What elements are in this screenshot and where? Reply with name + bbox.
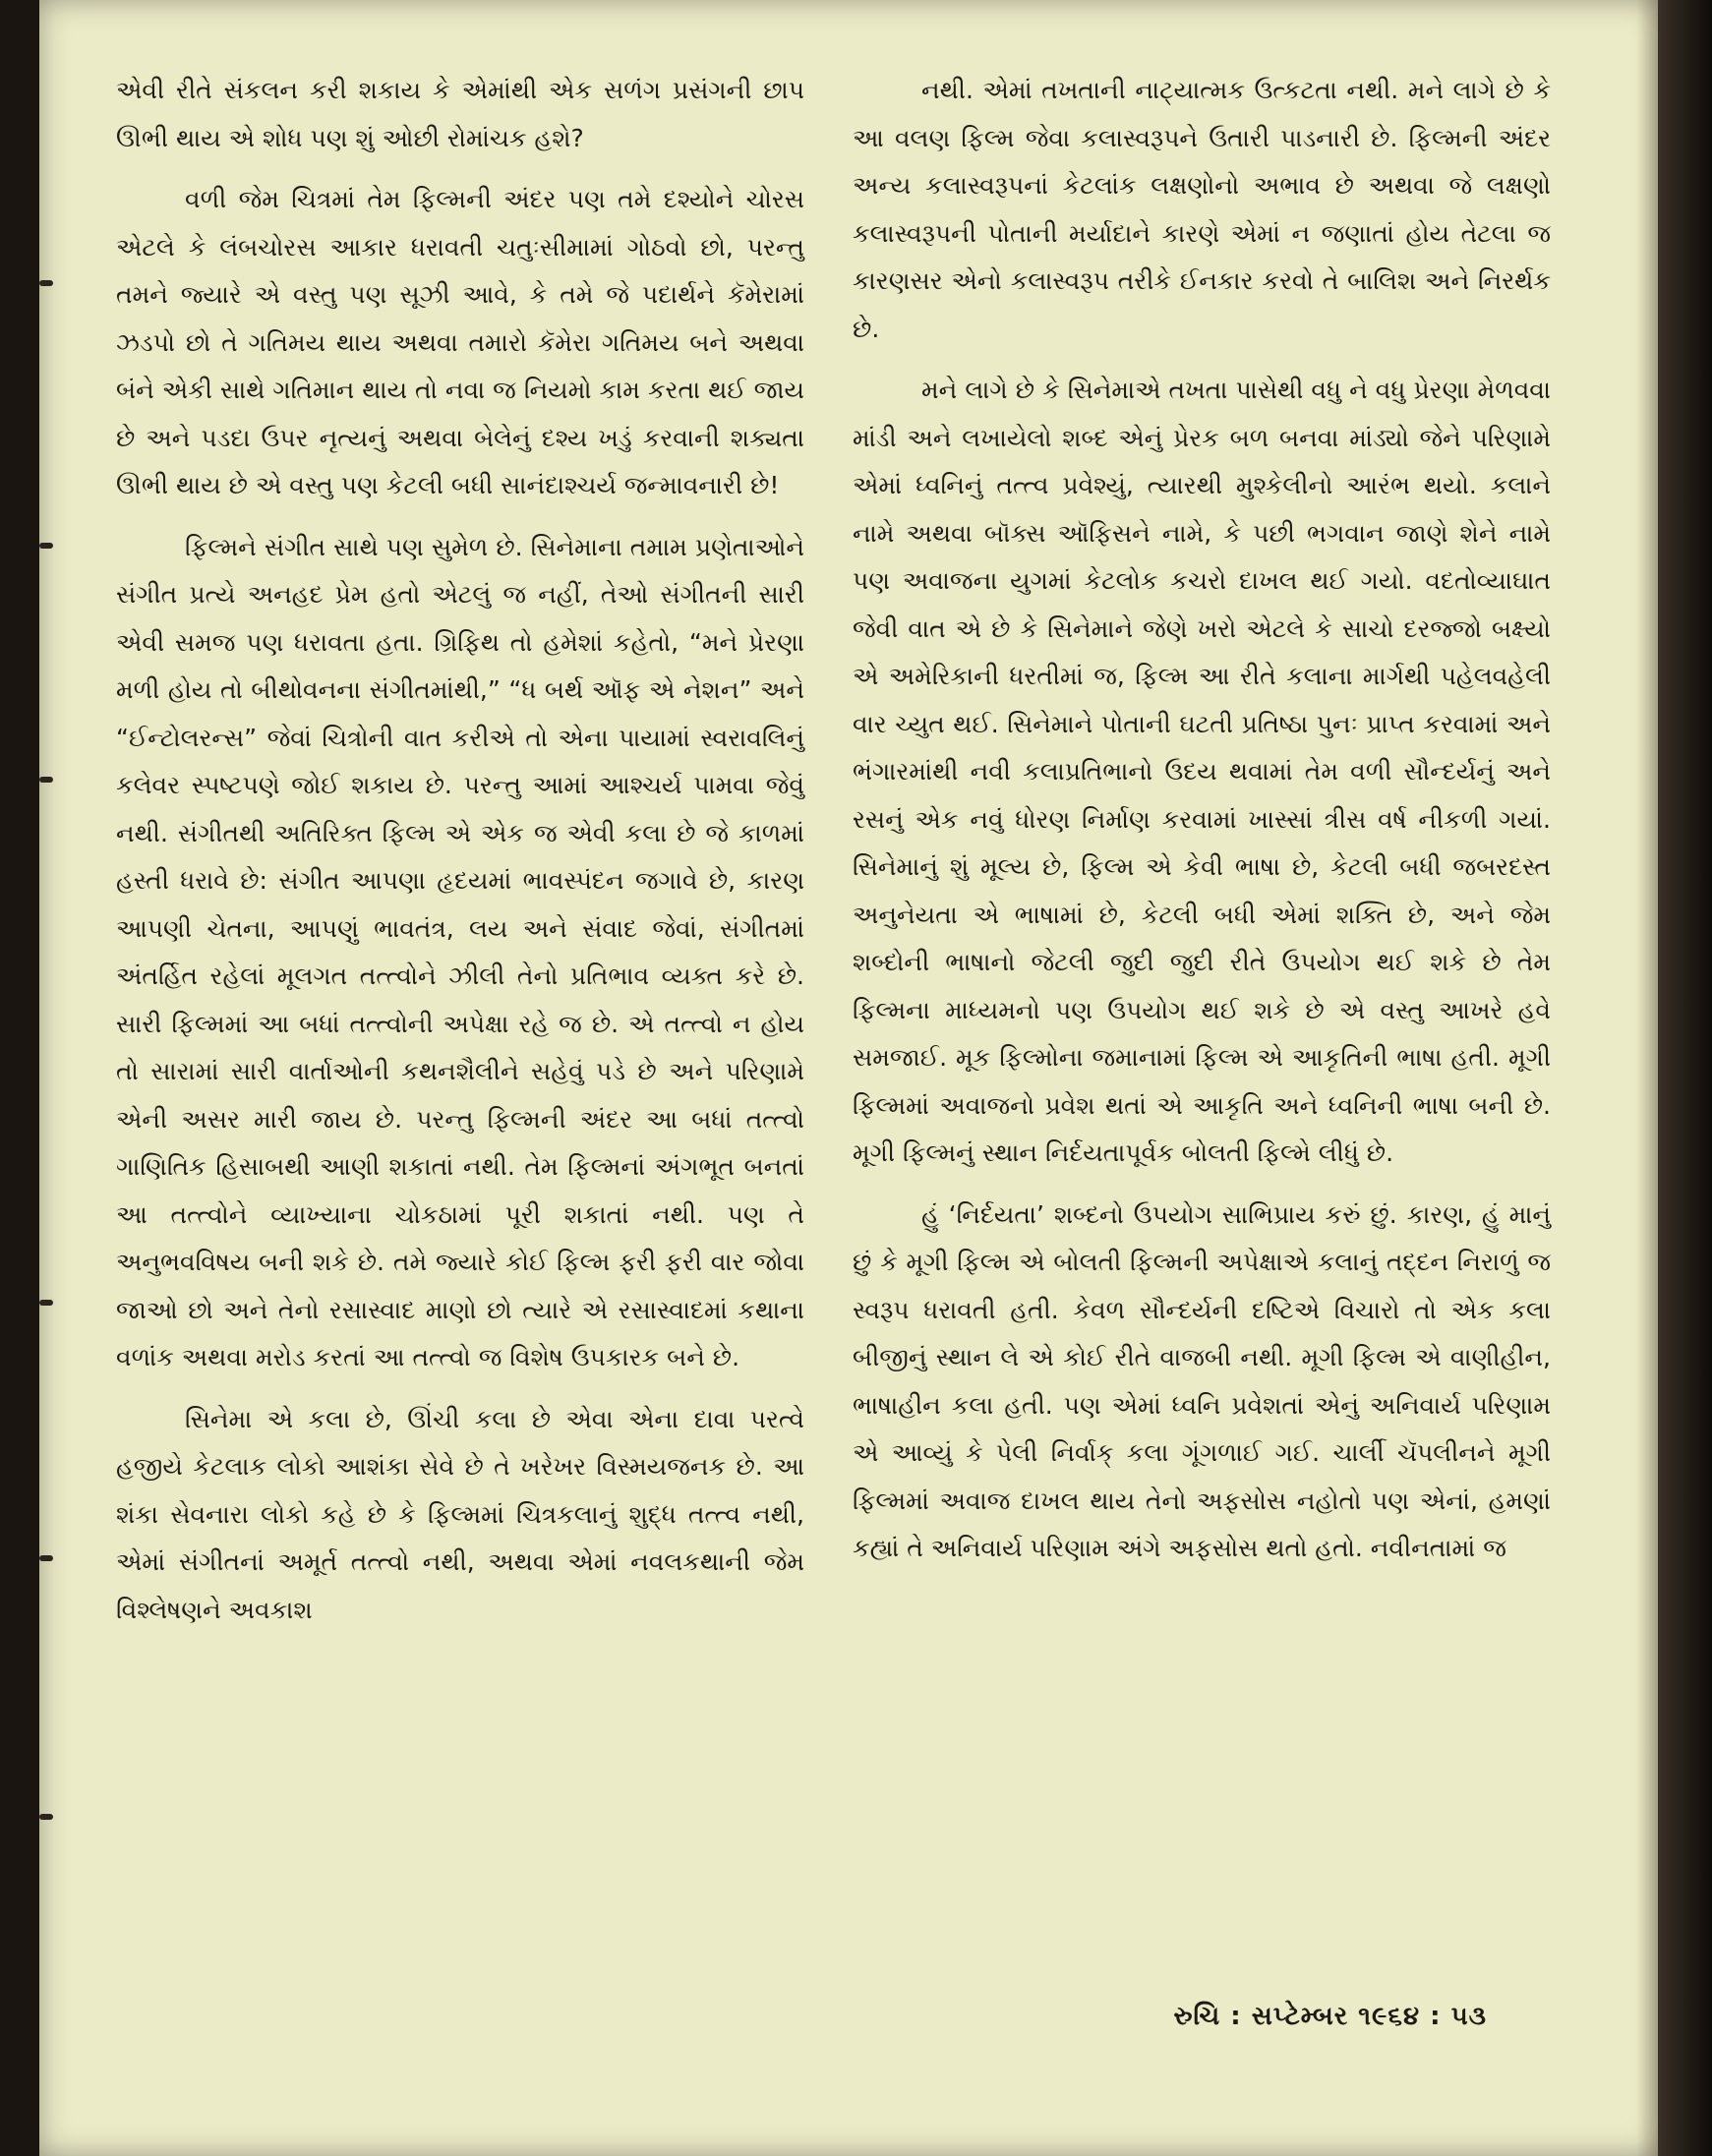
magazine-page bbox=[39, 0, 1662, 2156]
margin-mark bbox=[39, 1555, 53, 1561]
margin-mark bbox=[39, 543, 53, 549]
paragraph: મને લાગે છે કે સિનેમાએ તખતા પાસેથી વધુ ને વધુ પ્રેરણા મેળવવા માંડી અને લખાયેલો શબ્દ એનું પ્રેરક બળ બનવા માંડ્યો જેને પરિણામે એમાં ધ્વનિનું તત્ત્વ પ્રવેશ્યું, ત્યારથી મુશ્કેલીનો આરંભ થયો. કલાને નામે અથવા બૉક્સ ઑફિસને નામે, કે પછી ભગવાન જાણે શેને નામે પણ અવાજના યુગમાં કેટલોક કચરો દાખલ થઈ ગયો. વદતોવ્યાઘાત જેવી વાત એ છે કે સિનેમાને જેણે ખરો એટલે કે સાચો દરજ્જો બક્ષ્યો એ અમેરિકાની ધરતીમાં જ, ફિલ્મ આ રીતે કલાના માર્ગથી પહેલવહેલી વાર ચ્યુત થઈ. સિનેમાને પોતાની ઘટતી પ્રતિષ્ઠા પુનઃ પ્રાપ્ત કરવામાં અને ભંગારમાંથી નવી કલાપ્રતિભાનો ઉદય થવામાં તેમ વળી સૌન્દર્યનું અને રસનું એક નવું ધોરણ નિર્માણ કરવામાં ખાસ્સાં ત્રીસ વર્ષ નીકળી ગયાં. સિનેમાનું શું મૂલ્ય છે, ફિલ્મ એ કેવી ભાષા છે, કેટલી બધી જબરદસ્ત અનુનેયતા એ ભાષામાં છે, કેટલી બધી એમાં શક્તિ છે, અને જેમ શબ્દોની ભાષાનો જેટલી જુદી જુદી રીતે ઉપયોગ થઈ શકે છે તેમ ફિલ્મના માધ્યમનો પણ ઉપયોગ થઈ શકે છે એ વસ્તુ આખરે હવે સમજાઈ. મૂક ફિલ્મોના જમાનામાં ફિલ્મ એ આકૃતિની ભાષા હતી. મૂગી ફિલ્મમાં અવાજનો પ્રવેશ થતાં એ આકૃતિ અને ધ્વનિની ભાષા બની છે. મૂગી ફિલ્મનું સ્થાન નિર્દયતાપૂર્વક બોલતી ફિલ્મે લીધું છે. bbox=[853, 376, 1551, 1167]
paragraph: એવી રીતે સંકલન કરી શકાય કે એમાંથી એક સળંગ પ્રસંગની છાપ ઊભી થાય એ શોધ પણ શું ઓછી રોમાંચક હશે? bbox=[116, 76, 804, 152]
paragraph: વળી જેમ ચિત્રમાં તેમ ફિલ્મની અંદર પણ તમે દશ્યોને ચોરસ એટલે કે લંબચોરસ આકાર ધરાવતી ચતુઃસીમામાં ગોઠવો છો, પરન્તુ તમને જ્યારે એ વસ્તુ પણ સૂઝી આવે, કે તમે જે પદાર્થને કૅમેરામાં ઝડપો છો તે ગતિમય થાય અથવા તમારો કૅમેરા ગતિમય બને અથવા બંને એકી સાથે ગતિમાન થાય તો નવા જ નિયમો કામ કરતા થઈ જાય છે અને પડદા ઉપર નૃત્યનું અથવા બેલેનું દશ્ય ખડું કરવાની શક્યતા ઊભી થાય છે એ વસ્તુ પણ કેટલી બધી સાનંદાશ્ચર્ય જન્માવનારી છે! bbox=[116, 185, 804, 499]
paragraph: નથી. એમાં તખતાની નાટ્યાત્મક ઉત્કટતા નથી. મને લાગે છે કે આ વલણ ફિલ્મ જેવા કલાસ્વરૂપને ઉતારી પાડનારી છે. ફિલ્મની અંદર અન્ય કલાસ્વરૂપનાં કેટલાંક લક્ષણોનો અભાવ છે અથવા જે લક્ષણો કલાસ્વરૂપની પોતાની મર્યાદાને કારણે એમાં ન જણાતાં હોય તેટલા જ કારણસર એનો કલાસ્વરૂપ તરીકે ઈનકાર કરવો તે બાલિશ અને નિરર્થક છે. bbox=[853, 76, 1551, 343]
paragraph: ફિલ્મને સંગીત સાથે પણ સુમેળ છે. સિનેમાના તમામ પ્રણેતાઓને સંગીત પ્રત્યે અનહદ પ્રેમ હતો એટલું જ નહીં, તેઓ સંગીતની સારી એવી સમજ પણ ધરાવતા હતા. ગ્રિફિથ તો હમેશાં કહેતો, “મને પ્રેરણા મળી હોય તો બીથોવનના સંગીતમાંથી,” “ધ બર્થ ઑફ એ નેશન” અને “ઈન્ટોલરન્સ” જેવાં ચિત્રોની વાત કરીએ તો એના પાયામાં સ્વરાવલિનું કલેવર સ્પષ્ટપણે જોઈ શકાય છે. પરન્તુ આમાં આશ્ચર્ય પામવા જેવું નથી. સંગીતથી અતિરિક્ત ફિલ્મ એ એક જ એવી કલા છે જે કાળમાં હસ્તી ધરાવે છે: સંગીત આપણા હૃદયમાં ભાવસ્પંદન જગાવે છે, કારણ આપણી ચેતના, આપણું ભાવતંત્ર, લય અને સંવાદ જેવાં, સંગીતમાં અંતર્હિત રહેલાં મૂલગત તત્ત્વોને ઝીલી તેનો પ્રતિભાવ વ્યક્ત કરે છે. સારી ફિલ્મમાં આ બધાં તત્ત્વોની અપેક્ષા રહે જ છે. એ તત્ત્વો ન હોય તો સારામાં સારી વાર્તાઓની કથનશૈલીને સહેવું પડે છે અને પરિણામે એની અસર મારી જાય છે. પરન્તુ ફિલ્મની અંદર આ બધાં તત્ત્વો ગાણિતિક હિસાબથી આણી શકાતાં નથી. તેમ ફિલ્મનાં અંગભૂત બનતાં આ તત્ત્વોને વ્યાખ્યાના ચોકઠામાં પૂરી શકાતાં નથી. પણ તે અનુભવવિષય બની શકે છે. તમે જ્યારે કોઈ ફિલ્મ ફરી ફરી વાર જોવા જાઓ છો અને તેનો રસાસ્વાદ માણો છો ત્યારે એ રસાસ્વાદમાં કથાના વળાંક અથવા મરોડ કરતાં આ તત્ત્વો જ વિશેષ ઉપકારક બને છે. bbox=[116, 532, 804, 1371]
margin-mark bbox=[39, 280, 53, 286]
paragraph: સિનેમા એ કલા છે, ઊંચી કલા છે એવા એના દાવા પરત્વે હજીયે કેટલાક લોકો આશંકા સેવે છે તે ખરેખર વિસ્મયજનક છે. આ શંકા સેવનારા લોકો કહે છે કે ફિલ્મમાં ચિત્રકલાનું શુદ્ધ તત્ત્વ નથી, એમાં સંગીતનાં અમૂર્ત તત્ત્વો નથી, અથવા એમાં નવલકથાની જેમ વિશ્લેષણને અવકાશ bbox=[116, 1404, 804, 1624]
margin-mark bbox=[39, 1300, 53, 1306]
margin-mark bbox=[39, 777, 53, 783]
left-column bbox=[116, 67, 804, 1634]
paragraph: હું ‘નિર્દયતા’ શબ્દનો ઉપયોગ સાભિપ્રાય કરું છું. કારણ, હું માનું છું કે મૂગી ફિલ્મ એ બોલતી ફિલ્મની અપેક્ષાએ કલાનું તદ્દન નિરાળું જ સ્વરૂપ ધરાવતી હતી. કેવળ સૌન્દર્યની દષ્ટિએ વિચારો તો એક કલા બીજીનું સ્થાન લે એ કોઈ રીતે વાજબી નથી. મૂગી ફિલ્મ એ વાણીહીન, ભાષાહીન કલા હતી. પણ એમાં ધ્વનિ પ્રવેશતાં એનું અનિવાર્ય પરિણામ એ આવ્યું કે પેલી નિર્વાક્ કલા ગૂંગળાઈ ગઈ. ચાર્લી ચૅપલીનને મૂગી ફિલ્મમાં અવાજ દાખલ થાય તેનો અફસોસ નહોતો પણ એનાં, હમણાં કહ્યાં તે અનિવાર્ય પરિણામ અંગે અફસોસ થતો હતો. નવીનતામાં જ bbox=[853, 1199, 1551, 1562]
page-footer: રુચિ : સપ્ટેમ્બર ૧૯૬૪ : ૫૩ bbox=[1173, 2002, 1487, 2031]
margin-mark bbox=[39, 1814, 53, 1820]
right-column bbox=[853, 67, 1551, 1573]
page-edge-shadow bbox=[1658, 0, 1712, 2156]
